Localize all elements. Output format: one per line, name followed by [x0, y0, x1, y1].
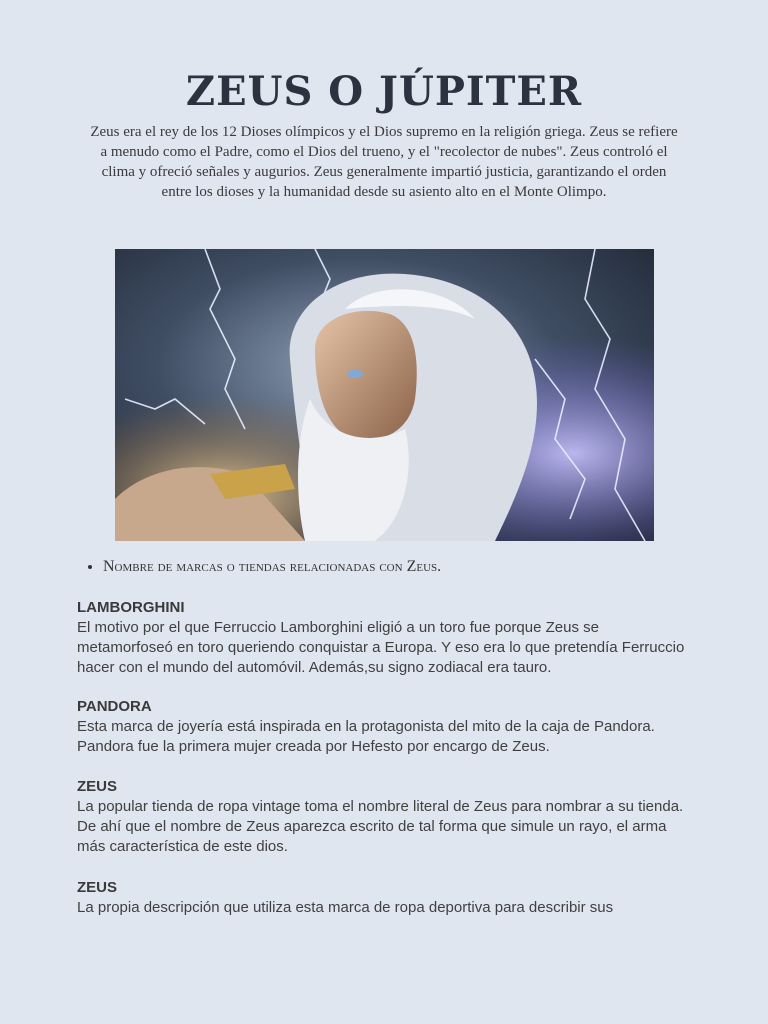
section-heading: LAMBORGHINI [77, 599, 185, 616]
brand-section-pandora [77, 697, 697, 757]
brand-section-lamborghini [77, 598, 697, 678]
section-heading: ZEUS [77, 879, 118, 896]
section-heading: PANDORA [77, 698, 152, 715]
section-body: La popular tienda de ropa vintage toma el nombre literal de Zeus para nombrar a su tienda. De ahí que el nombre de Zeus aparezca escrito de tal forma que simule un rayo, el arma más característica de este dios. [77, 798, 684, 855]
section-body: El motivo por el que Ferruccio Lamborghini eligió a un toro fue porque Zeus se metamorfoseó en toro queriendo conquistar a Europa. Y eso era lo que pretendía Ferruccio hacer con el mundo del automóvil. Además,su signo zodiacal era tauro. [77, 619, 685, 676]
intro-paragraph: Zeus era el rey de los 12 Dioses olímpicos y el Dios supremo en la religión griega. Zeus se refiere a menudo como el Padre, como el Dios del trueno, y el "recolector de nubes". Zeus controló el clima y ofreció señales y augurios. Zeus generalmente impartió justicia, garantizando el orden entre los dioses y la humanidad desde su asiento alto en el Monte Olimpo. [90, 124, 678, 200]
brand-section-zeus-vintage [77, 777, 697, 857]
brand-section-zeus-sport [77, 878, 697, 918]
section-heading: ZEUS [77, 778, 118, 795]
section-body: La propia descripción que utiliza esta marca de ropa deportiva para describir sus [77, 899, 614, 916]
list-item: • Nombre de marcas o tiendas relacionadas con Zeus. [103, 556, 743, 578]
section-body: Esta marca de joyería está inspirada en la protagonista del mito de la caja de Pandora. Pandora fue la primera mujer creada por Hefesto por encargo de Zeus. [77, 718, 655, 755]
zeus-portrait-image [115, 249, 654, 541]
page-title: ZEUS O JÚPITER [185, 68, 583, 115]
brand-list [85, 556, 743, 578]
